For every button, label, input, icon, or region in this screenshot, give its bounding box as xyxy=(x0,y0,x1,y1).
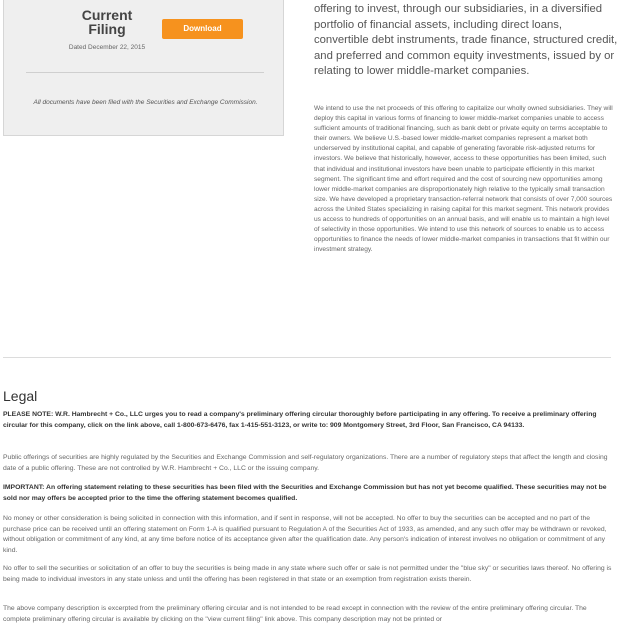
description-lead: offering to invest, through our subsidiaries, in a diversified portfolio of financial assets, including direct loans, convertible debt instruments, trade finance, structured credit, and preferred and common equity investments, issued by or relating to lower middle-market companies. xyxy=(314,3,618,77)
legal-no-money: No money or other consideration is being solicited in connection with this information, and if sent in response, will not be accepted. No offer to buy the securities can be accepted and no part of the purchase price can be received until an offering statement on Form 1-A is qualified pursuant to Regulation A of the Securities Act of 1933, as amended, and any such offer may be withdrawn or revoked, without obligation or commitment of any kind, at any time before notice of its acceptance given after the qualification date. Any person's indication of interest involves no obligation or commitment of any kind. xyxy=(3,515,607,554)
legal-heading: Legal xyxy=(3,388,38,404)
filing-date: Dated December 22, 2015 xyxy=(68,44,146,51)
description-body: We intend to use the net proceeds of this offering to capitalize our wholly owned subsidiaries. They will deploy this capital in various forms of financing to lower middle-market companies unable to access sufficient amounts of traditional financing, such as bank debt or private equity on terms acceptable to their owners. We believe U.S.-based lower middle-market companies represent a market both underserved by institutional capital, and capable of generating favorable risk-adjusted returns for investors. We believe that historically, however, access to these opportunities has been limited, such that individual and institutional investors have been unable to participate efficiently in this market segment. The significant time and effort required and the cost of sourcing new opportunities among lower middle-market companies are disproportionately high relative to the typically small transaction size. We have developed a proprietary transaction-referral network that consists of over 7,000 sources across the United States specializing in raising capital for this market segment. This network provides us access to hundreds of opportunities on an annual basis, and will enable us to maintain a high level of selectivity in those opportunities. We intend to use this network of sources to enable us to access opportunities to finance the needs of lower middle-market companies in transactions that fit within our investment strategy. xyxy=(314,105,613,254)
filing-title: Current Filing xyxy=(81,7,133,37)
download-button[interactable]: Download xyxy=(162,19,243,39)
legal-no-offer: No offer to sell the securities or solicitation of an offer to buy the securities is being made in any state where such offer or sale is not permitted under the "blue sky" or securities laws thereof. No offering is being made to individual investors in any state unless and until the offering has been registered in that state or an exemption from registration exists therein. xyxy=(3,565,612,583)
section-divider xyxy=(3,357,611,358)
legal-excerpt: The above company description is excerpted from the preliminary offering circular and is not intended to be read except in connection with the review of the entire preliminary offering circular. The complete preliminary offering circular is available by clicking on the "view current filing" link above. This company description may not be printed or xyxy=(3,605,587,623)
filing-note: All documents have been filed with the Securities and Exchange Commission. xyxy=(33,99,258,106)
legal-please-note: PLEASE NOTE: W.R. Hambrecht + Co., LLC urges you to read a company's preliminary offering circular thoroughly before participating in any offering. To receive a preliminary offering circular for this company, click on the link above, call 1-800-673-6476, fax 1-415-551-3123, or write to: 909 Montgomery Street, 3rd Floor, San Francisco, CA 94133. xyxy=(3,411,597,429)
legal-important: IMPORTANT: An offering statement relating to these securities has been filed with the Securities and Exchange Commission but has not yet become qualified. These securities may not be sold nor may offers be accepted prior to the time the offering statement becomes qualified. xyxy=(3,484,607,502)
current-filing-panel xyxy=(3,0,284,136)
filing-divider xyxy=(26,72,264,73)
legal-public-offerings: Public offerings of securities are highly regulated by the Securities and Exchange Commission and self-regulatory organizations. There are a number of regulatory steps that affect the length and closing date of a public offering. These are not controlled by W.R. Hambrecht + Co., LLC or the issuing company. xyxy=(3,454,608,472)
